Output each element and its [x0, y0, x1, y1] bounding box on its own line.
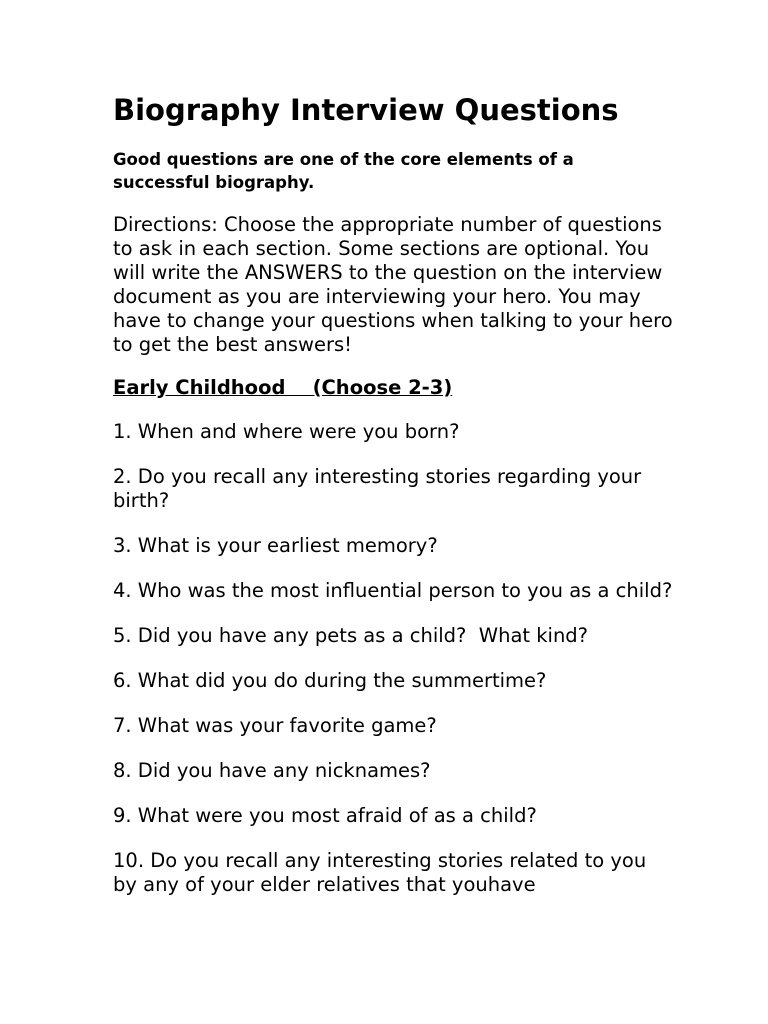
question-item-9: 9. What were you most afraid of as a child?	[113, 804, 537, 827]
question-item-3: 3. What is your earliest memory?	[113, 534, 438, 557]
section-heading-early-childhood: Early Childhood (Choose 2-3)	[113, 376, 453, 399]
question-item-6: 6. What did you do during the summertime?	[113, 669, 547, 692]
question-item-7: 7. What was your favorite game?	[113, 714, 437, 737]
question-item-10: 10. Do you recall any interesting stories related to you by any of your elder relatives that youhave	[113, 849, 653, 896]
question-item-5: 5. Did you have any pets as a child? What kind?	[113, 624, 589, 647]
document-title: Biography Interview Questions	[113, 93, 619, 127]
document-page	[113, 92, 673, 918]
directions-text: Directions: Choose the appropriate number of questions to ask in each section. Some sections are optional. You will write the ANSWERS to the question on the interview document as you are interviewing your hero. You may have to change your questions when talking to your hero to get the best answers!	[113, 213, 673, 356]
question-item-2: 2. Do you recall any interesting stories regarding your birth?	[113, 465, 648, 512]
question-item-8: 8. Did you have any nicknames?	[113, 759, 431, 782]
question-item-1: 1. When and where were you born?	[113, 420, 460, 443]
question-item-4: 4. Who was the most influential person to you as a child?	[113, 579, 673, 602]
question-list	[113, 420, 673, 897]
intro-text: Good questions are one of the core elements of a successful biography.	[113, 150, 574, 192]
